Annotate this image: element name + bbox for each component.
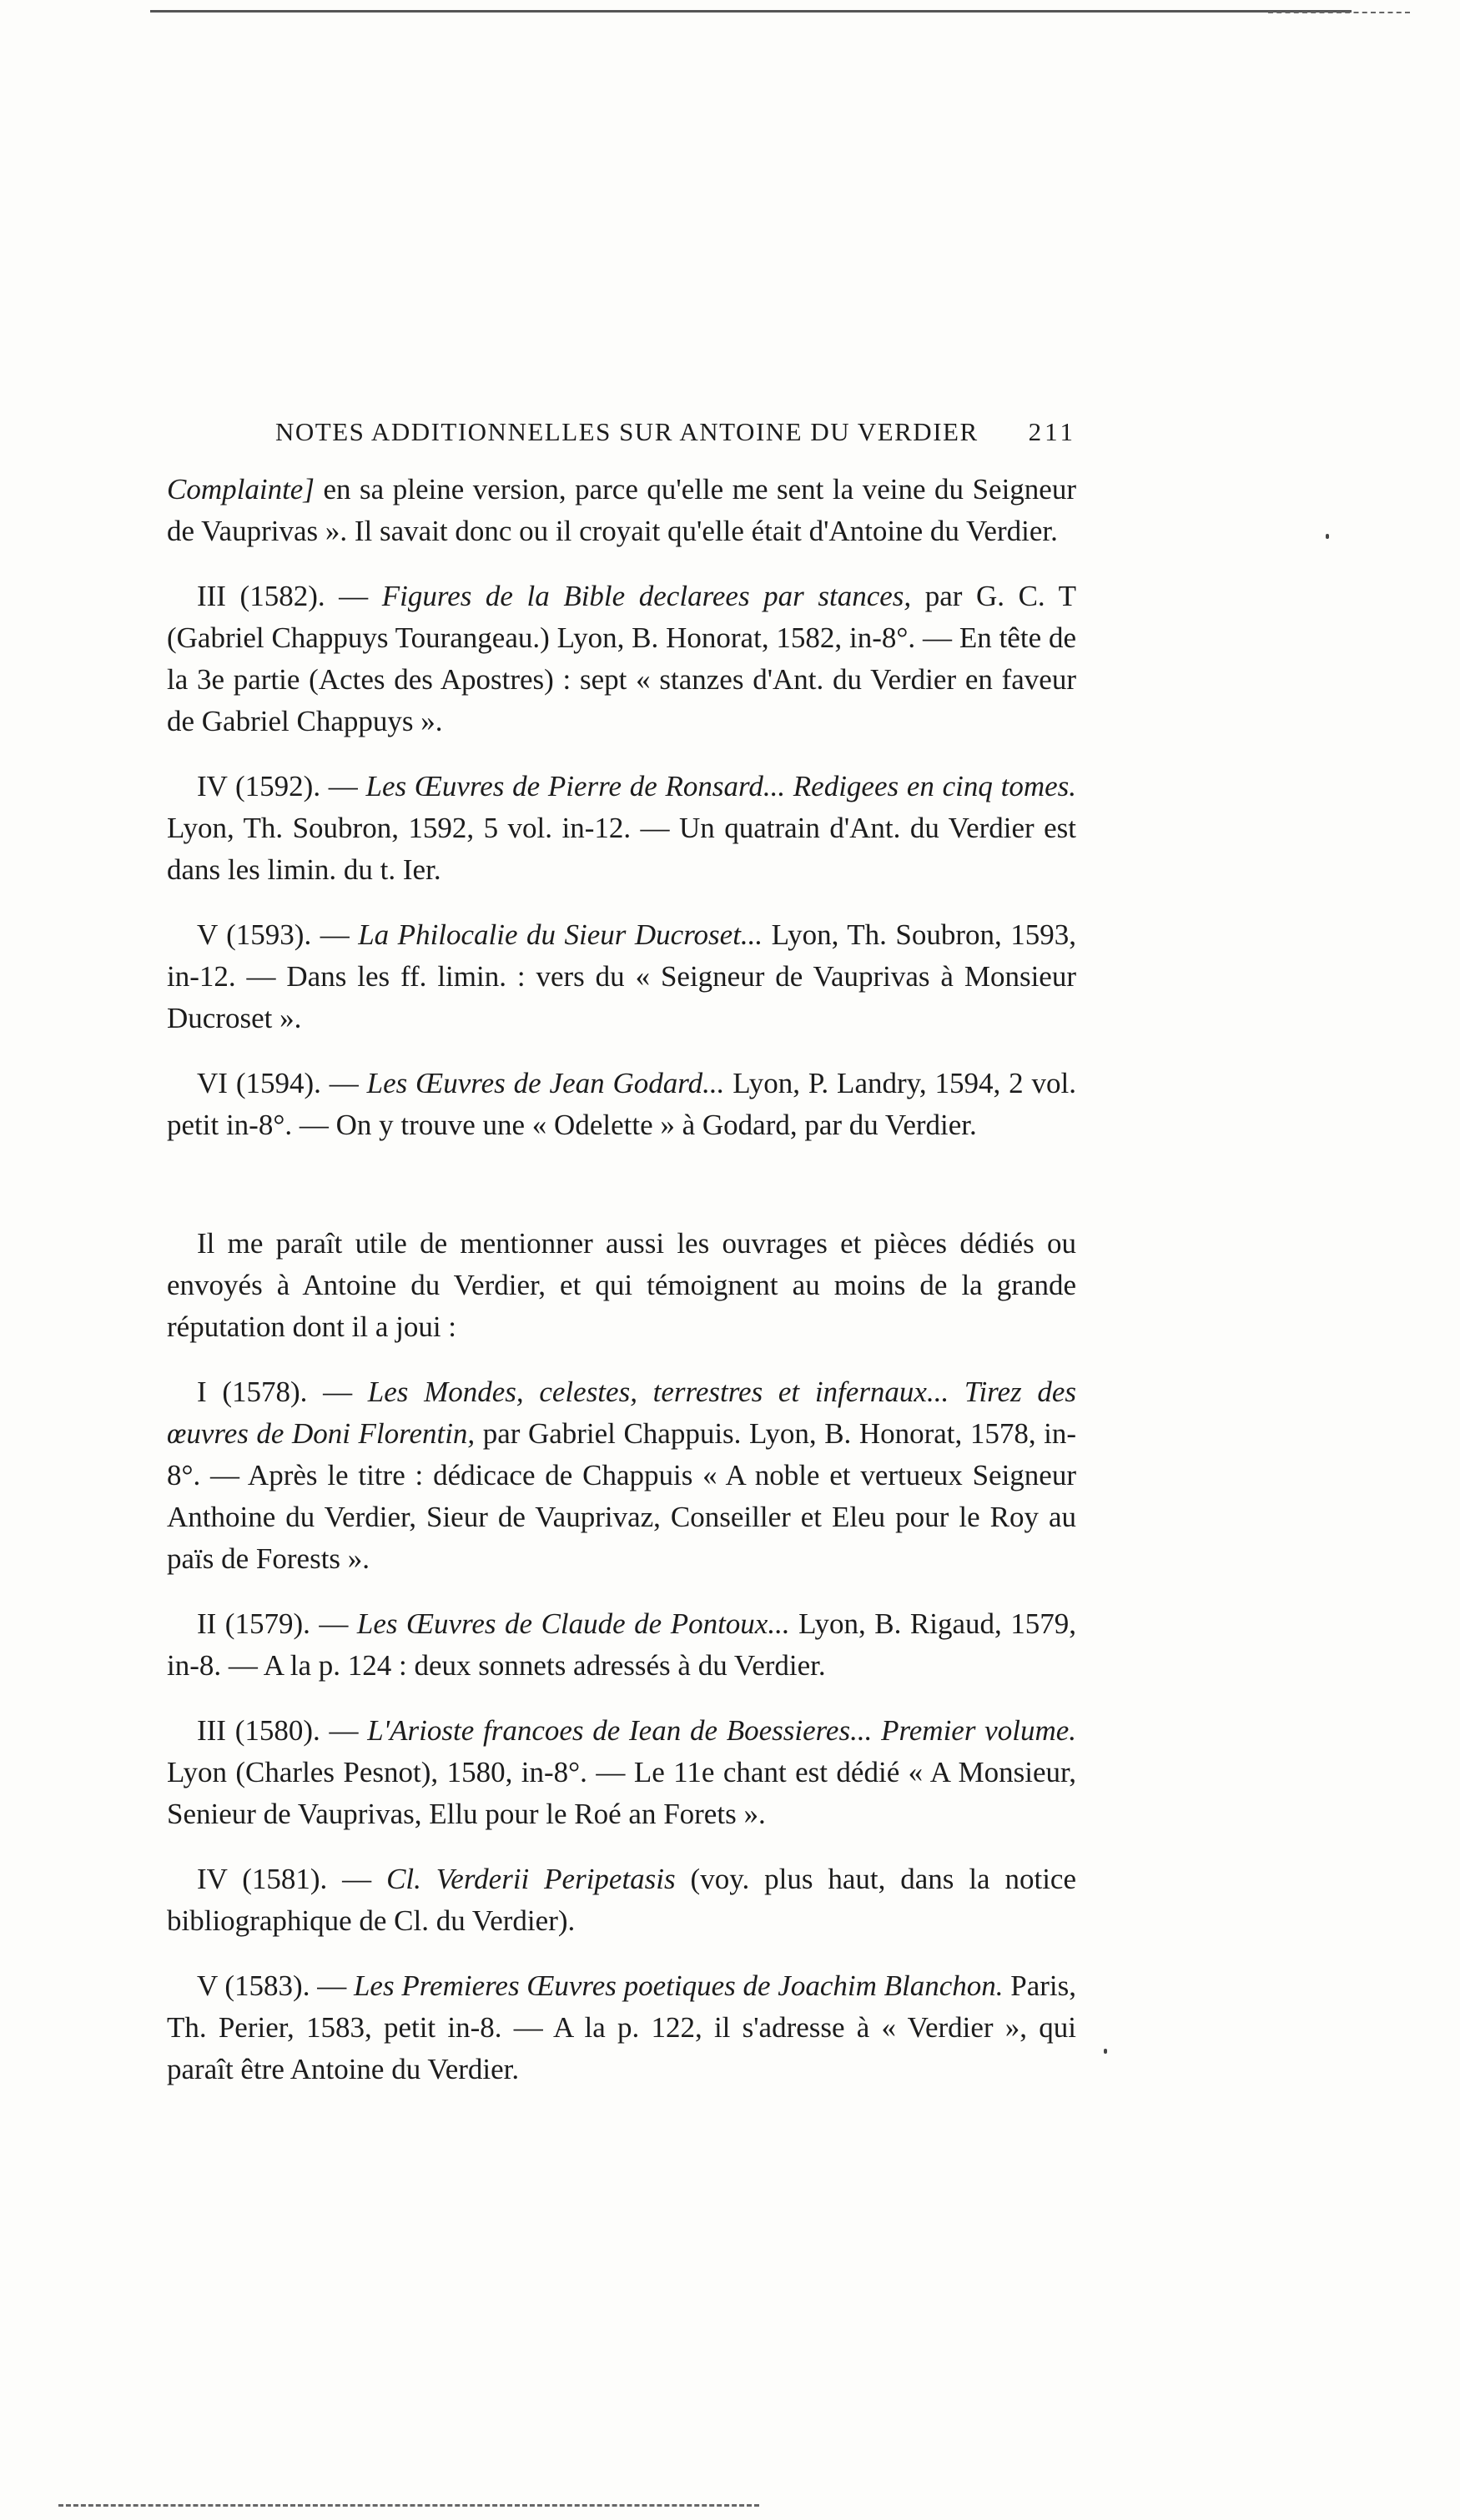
intro-dedicated-works: Il me paraît utile de mentionner aussi les ouvrages et pièces dédiés ou envoyés à Antoine du Verdier, et qui témoignent au moins de la grande réputation dont il a joui : — [167, 1227, 1076, 1343]
work-entry — [167, 914, 1076, 1039]
entry-details: Lyon (Charles Pesnot), 1580, in-8°. — Le 11e chant est dédié « A Monsieur, Senieur de Vauprivas, Ellu pour le Roé an Forets ». — [167, 1756, 1076, 1830]
scan-speck — [1326, 534, 1329, 539]
dedicated-entry — [167, 1710, 1076, 1835]
entry-number: V (1583). — — [197, 1969, 354, 2002]
entry-number: III (1580). — — [197, 1714, 368, 1747]
entry-number: IV (1592). — — [197, 770, 366, 802]
book-page — [167, 417, 1076, 2090]
work-entry — [167, 766, 1076, 891]
opening-title: Complainte] — [167, 473, 315, 506]
entry-number: V (1593). — — [197, 918, 359, 951]
entry-details: par Gabriel Chappuis. Lyon, B. Honorat, 1578, in-8°. — Après le titre : dédicace de Chappuis « A noble et vertueux Seigneur Anthoine du Verdier, Sieur de Vauprivaz, Conseiller et Eleu pour le Roy au païs de Forests ». — [167, 1417, 1076, 1575]
entry-number: II (1579). — — [197, 1607, 357, 1640]
entry-details: par G. C. T (Gabriel Chappuys Tourangeau.) Lyon, B. Honorat, 1582, in-8°. — En tête de la 3e partie (Actes des Apostres) : sept « stanzes d'Ant. du Verdier en faveur de Gabriel Chappuys ». — [167, 580, 1077, 737]
entry-title: Cl. Verderii Peripetasis — [386, 1863, 676, 1895]
entry-title: Les Premieres Œuvres poetiques de Joachim Blanchon. — [353, 1969, 1004, 2002]
entry-number: VI (1594). — — [197, 1067, 367, 1099]
entry-number: IV (1581). — — [197, 1863, 387, 1895]
entry-title: Les Œuvres de Jean Godard... — [366, 1067, 725, 1099]
entry-details: Lyon, Th. Soubron, 1593, in-12. — Dans les ff. limin. : vers du « Seigneur de Vauprivas à Monsieur Ducroset ». — [167, 918, 1076, 1034]
work-entry — [167, 1063, 1076, 1146]
page-number: 211 — [1028, 417, 1076, 446]
entry-details: Lyon, B. Rigaud, 1579, in-8. — A la p. 124 : deux sonnets adressés à du Verdier. — [167, 1607, 1077, 1682]
entry-title: La Philocalie du Sieur Ducroset... — [358, 918, 763, 951]
entry-title: L'Arioste francoes de Iean de Boessieres... Premier volume. — [367, 1714, 1077, 1747]
dedicated-entry — [167, 1603, 1076, 1687]
dedicated-entry — [167, 1371, 1076, 1580]
opening-paragraph — [167, 469, 1076, 552]
scan-edge-top-dashes — [1268, 12, 1410, 13]
dedicated-entry — [167, 1859, 1076, 1942]
entry-details: Lyon, Th. Soubron, 1592, 5 vol. in-12. — Un quatrain d'Ant. du Verdier est dans les limin. du t. Ier. — [167, 812, 1076, 886]
entry-number: III (1582). — — [197, 580, 382, 612]
scan-speck — [1104, 2049, 1107, 2054]
scan-edge-top — [150, 10, 1352, 13]
entry-details: Paris, Th. Perier, 1583, petit in-8. — A la p. 122, il s'adresse à « Verdier », qui paraît être Antoine du Verdier. — [167, 1969, 1077, 2085]
dedicated-entry — [167, 1965, 1076, 2090]
entry-details: (voy. plus haut, dans la notice bibliographique de Cl. du Verdier). — [167, 1863, 1077, 1937]
entry-title: Les Œuvres de Claude de Pontoux... — [356, 1607, 790, 1640]
entry-details: Lyon, P. Landry, 1594, 2 vol. petit in-8°. — On y trouve une « Odelette » à Godard, par du Verdier. — [167, 1067, 1077, 1141]
scan-edge-bottom — [58, 2504, 759, 2507]
entry-title: Les Œuvres de Pierre de Ronsard... Redigees en cinq tomes. — [365, 770, 1076, 802]
opening-text: en sa pleine version, parce qu'elle me sent la veine du Seigneur de Vauprivas ». Il savait donc ou il croyait qu'elle était d'Antoine du Verdier. — [167, 473, 1076, 547]
entry-number: I (1578). — — [197, 1376, 368, 1408]
entry-title: Les Mondes, celestes, terrestres et infernaux... Tirez des œuvres de Doni Florentin, — [167, 1376, 1076, 1450]
running-title: NOTES ADDITIONNELLES SUR ANTOINE DU VERDIER — [275, 417, 979, 446]
running-head — [167, 417, 1076, 447]
work-entry — [167, 576, 1076, 742]
entry-title: Figures de la Bible declarees par stances, — [381, 580, 912, 612]
